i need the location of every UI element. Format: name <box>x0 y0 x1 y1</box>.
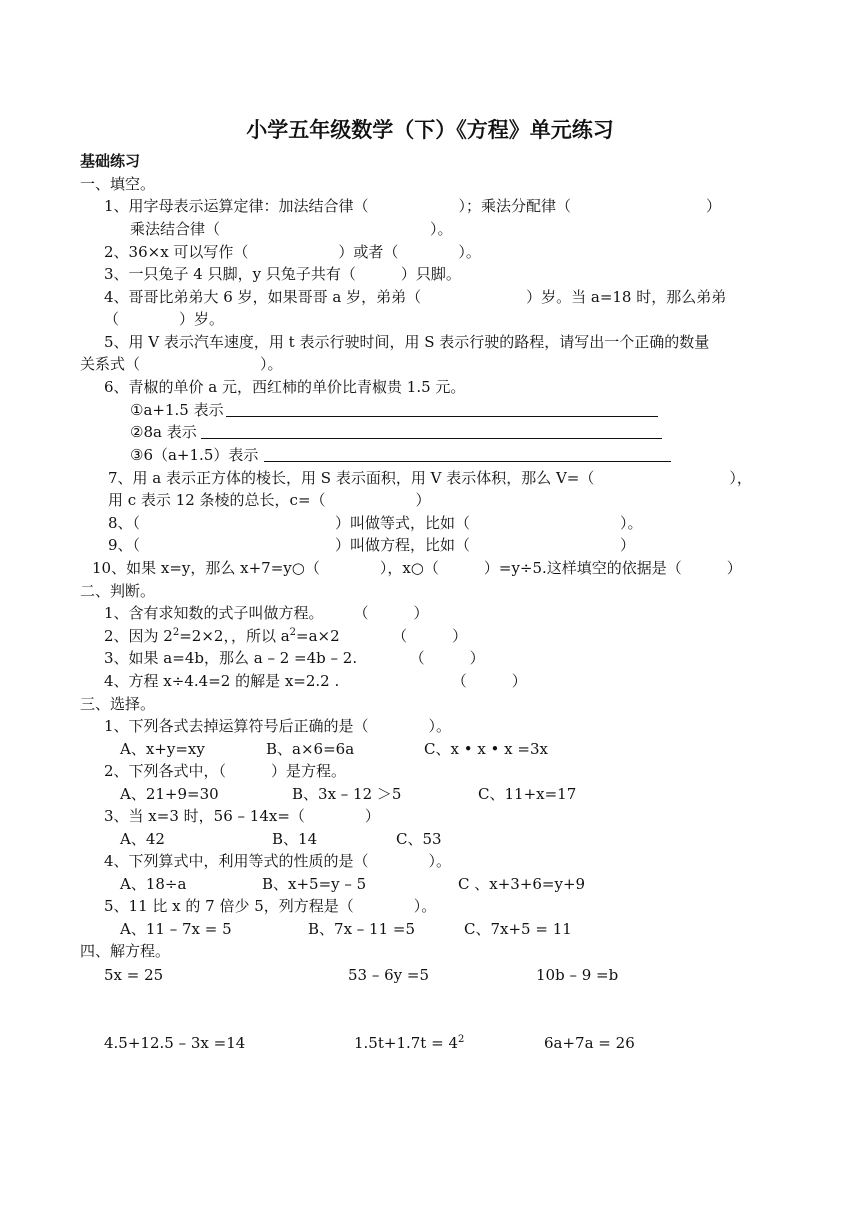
choose-q4: 4、下列算式中，利用等式的性质的是（ ）。 <box>104 852 452 870</box>
fill-q5b: 关系式（ ）。 <box>80 355 283 373</box>
choose-q1: 1、下列各式去掉运算符号后正确的是（ ）。 <box>104 717 452 735</box>
equation-4: 4.5+12.5 – 3x =14 <box>104 1034 246 1052</box>
fill-q7a: 7、用 a 表示正方体的棱长，用 S 表示面积，用 V 表示体积，那么 V=（ ）， <box>108 469 752 487</box>
equation-2: 53 – 6y =5 <box>348 966 430 984</box>
fill-q6-1: ①a+1.5 表示 <box>130 401 224 419</box>
fill-q10: 10、如果 x=y，那么 x+7=y○（ ），x○（ ）=y÷5.这样填空的依据是（ ） <box>92 559 742 577</box>
answer-line <box>264 461 671 462</box>
choose-q2-option-c: C、11+x=17 <box>478 785 577 803</box>
equation-1: 5x = 25 <box>104 966 164 984</box>
choose-q5: 5、11 比 x 的 7 倍少 5，列方程是（ ）。 <box>104 897 437 915</box>
equation-3: 10b – 9 =b <box>536 966 619 984</box>
fill-q1b: 乘法结合律（ ）。 <box>130 220 453 238</box>
fill-q8: 8、（ ）叫做等式，比如（ ）。 <box>108 514 643 532</box>
fill-q3: 3、一只兔子 4 只脚，y 只兔子共有（ ）只脚。 <box>104 265 461 283</box>
judge-heading: 二、判断。 <box>80 582 156 600</box>
judge-q1: 1、含有求知数的式子叫做方程。 （ ） <box>104 604 429 622</box>
fill-q7b: 用 c 表示 12 条棱的总长，c=（ ） <box>108 491 431 509</box>
answer-line <box>226 416 658 417</box>
choose-q4-option-a: A、18÷a <box>120 875 187 893</box>
fill-q9: 9、（ ）叫做方程，比如（ ） <box>108 536 636 554</box>
fill-q4a: 4、哥哥比弟弟大 6 岁，如果哥哥 a 岁，弟弟（ ）岁。当 a=18 时，那么弟弟 <box>104 288 727 306</box>
solve-heading: 四、解方程。 <box>80 942 171 960</box>
equation-6: 6a+7a = 26 <box>544 1034 635 1052</box>
fill-q6-3: ③6（a+1.5）表示 <box>130 446 259 464</box>
answer-line <box>201 438 662 439</box>
choose-q2-option-a: A、21+9=30 <box>120 785 219 803</box>
choose-q3-option-b: B、14 <box>272 830 318 848</box>
choose-q3-option-c: C、53 <box>396 830 442 848</box>
fill-q2: 2、36×x 可以写作（ ）或者（ ）。 <box>104 243 481 261</box>
choose-q1-option-c: C、x • x • x =3x <box>424 740 548 758</box>
fill-q1a: 1、用字母表示运算定律：加法结合律（ ）；乘法分配律（ ） <box>104 197 722 215</box>
choose-q1-option-b: B、a×6=6a <box>266 740 355 758</box>
fill-heading: 一、填空。 <box>80 175 156 193</box>
choose-q2-option-b: B、3x – 12 ＞5 <box>292 785 402 803</box>
choose-q3-option-a: A、42 <box>120 830 165 848</box>
choose-q4-option-c: C 、x+3+6=y+9 <box>458 875 586 893</box>
judge-q3: 3、如果 a=4b，那么 a – 2 =4b – 2. （ ） <box>104 649 485 667</box>
fill-q6: 6、青椒的单价 a 元，西红柿的单价比青椒贵 1.5 元。 <box>104 378 466 396</box>
choose-q3: 3、当 x=3 时，56 – 14x=（ ） <box>104 807 380 825</box>
choose-q1-option-a: A、x+y=xy <box>120 740 205 758</box>
choose-q5-option-c: C、7x+5 = 11 <box>464 920 572 938</box>
page-title: 小学五年级数学（下）《方程》单元练习 <box>246 117 614 142</box>
fill-q4b: （ ）岁。 <box>104 310 225 328</box>
judge-q4: 4、方程 x÷4.4=2 的解是 x=2.2 . （ ） <box>104 672 527 690</box>
judge-q2: 2、因为 $2^2=2\times 2$，，所以 $a^2=a\times 2$ （ ） <box>104 627 468 645</box>
choose-q2: 2、下列各式中，（ ）是方程。 <box>104 762 347 780</box>
fill-q6-2: ②8a 表示 <box>130 423 197 441</box>
choose-heading: 三、选择。 <box>80 695 156 713</box>
choose-q5-option-a: A、11 – 7x = 5 <box>120 920 232 938</box>
section-basic: 基础练习 <box>80 152 141 170</box>
equation-5: $1.5t+1.7t = 4^2$ <box>354 1034 465 1052</box>
choose-q4-option-b: B、x+5=y – 5 <box>262 875 367 893</box>
fill-q5a: 5、用 V 表示汽车速度，用 t 表示行驶时间，用 S 表示行驶的路程，请写出一个正确的数量 <box>104 333 710 351</box>
choose-q5-option-b: B、7x – 11 =5 <box>308 920 416 938</box>
